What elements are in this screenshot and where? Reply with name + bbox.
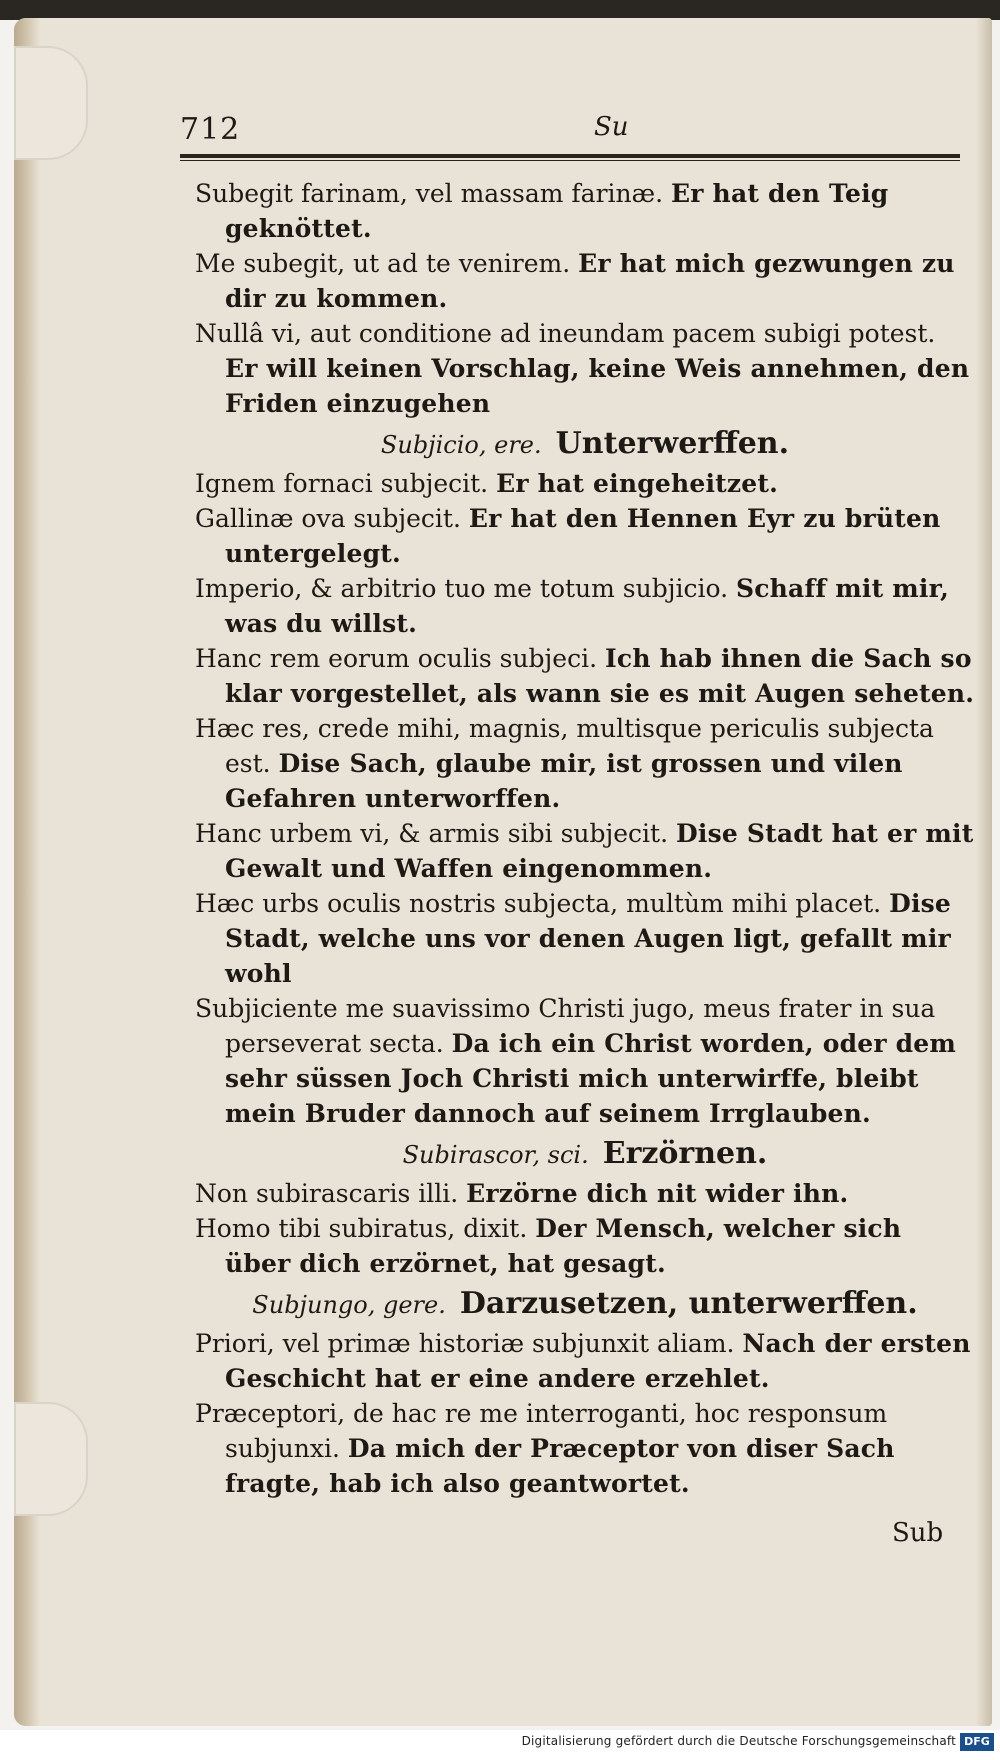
german-translation: Ich hab ihnen die Sach so klar vorgestellet, als wann sie es mit Augen seheten.	[225, 644, 975, 708]
headword-gloss: Erzörnen.	[602, 1136, 768, 1171]
dictionary-entry	[195, 466, 975, 501]
dictionary-entry	[195, 816, 975, 886]
dictionary-entry	[195, 176, 975, 246]
dictionary-entry	[195, 711, 975, 816]
dictionary-entry	[195, 1396, 975, 1501]
page-edge-shadow	[976, 18, 992, 1726]
header-rule	[180, 154, 960, 158]
latin-phrase: Imperio, & arbitrio tuo me totum subjicio.	[195, 574, 729, 603]
german-translation: Er hat den Teig geknöttet.	[225, 179, 889, 243]
digitization-footer	[0, 1730, 1000, 1760]
latin-phrase: Priori, vel primæ historiæ subjunxit aliam.	[195, 1329, 735, 1358]
german-translation: Dise Stadt hat er mit Gewalt und Waffen eingenommen.	[225, 819, 974, 883]
latin-phrase: Nullâ vi, aut conditione ad ineundam pacem subigi potest.	[195, 319, 936, 348]
latin-phrase: Ignem fornaci subjecit.	[195, 469, 489, 498]
latin-phrase: Subegit farinam, vel massam farinæ.	[195, 179, 664, 208]
latin-phrase: Homo tibi subiratus, dixit.	[195, 1214, 528, 1243]
headword-gloss: Unterwerffen.	[555, 426, 790, 461]
running-head: Su	[594, 112, 629, 142]
headword	[195, 1133, 975, 1176]
headword-lemma: Subjicio, ere.	[380, 431, 542, 459]
headword-lemma: Subirascor, sci.	[402, 1141, 589, 1169]
latin-phrase: Hanc urbem vi, & armis sibi subjecit.	[195, 819, 669, 848]
headword-gloss: Darzusetzen, unterwerffen.	[459, 1286, 918, 1321]
footer-credit: Digitalisierung gefördert durch die Deutsche Forschungsgemeinschaft	[521, 1734, 956, 1748]
latin-phrase: Hanc rem eorum oculis subjeci.	[195, 644, 598, 673]
german-translation: Er hat den Hennen Eyr zu brüten untergelegt.	[225, 504, 941, 568]
header-rule-thin	[180, 160, 960, 161]
dictionary-entry	[195, 316, 975, 421]
binding-clasp-bottom	[14, 1402, 88, 1516]
german-translation: Dise Sach, glaube mir, ist grossen und vilen Gefahren unterworffen.	[225, 749, 903, 813]
dictionary-entry	[195, 1176, 975, 1211]
german-translation: Erzörne dich nit wider ihn.	[466, 1179, 849, 1208]
scan-top-border	[0, 0, 1000, 20]
page-header	[180, 108, 960, 152]
dictionary-text	[195, 176, 975, 1501]
latin-phrase: Hæc urbs oculis nostris subjecta, multùm mihi placet.	[195, 889, 882, 918]
german-translation: Er will keinen Vorschlag, keine Weis annehmen, den Friden einzugehen	[225, 354, 970, 418]
dictionary-entry	[195, 246, 975, 316]
headword	[195, 1283, 975, 1326]
dictionary-entry	[195, 1326, 975, 1396]
german-translation: Der Mensch, welcher sich über dich erzörnet, hat gesagt.	[225, 1214, 902, 1278]
catchword: Sub	[892, 1518, 944, 1548]
latin-phrase: Non subirascaris illi.	[195, 1179, 459, 1208]
german-translation: Dise Stadt, welche uns vor denen Augen ligt, gefallt mir wohl	[225, 889, 952, 988]
dictionary-entry	[195, 641, 975, 711]
headword	[195, 423, 975, 466]
dictionary-entry	[195, 1211, 975, 1281]
german-translation: Da mich der Præceptor von diser Sach fragte, hab ich also geantwortet.	[225, 1434, 895, 1498]
dfg-logo: DFG	[960, 1733, 994, 1751]
german-translation: Er hat eingeheitzet.	[496, 469, 779, 498]
german-translation: Schaff mit mir, was du willst.	[225, 574, 950, 638]
german-translation: Er hat mich gezwungen zu dir zu kommen.	[225, 249, 955, 313]
latin-phrase: Præceptori, de hac re me interroganti, hoc responsum subjunxi.	[195, 1399, 888, 1463]
latin-phrase: Hæc res, crede mihi, magnis, multisque periculis subjecta est.	[195, 714, 934, 778]
headword-lemma: Subjungo, gere.	[252, 1291, 446, 1319]
binding-clasp-top	[14, 46, 88, 160]
latin-phrase: Subjiciente me suavissimo Christi jugo, meus frater in sua perseverat secta.	[195, 994, 936, 1058]
german-translation: Nach der ersten Geschicht hat er eine andere erzehlet.	[225, 1329, 971, 1393]
dictionary-entry	[195, 991, 975, 1131]
german-translation: Da ich ein Christ worden, oder dem sehr süssen Joch Christi mich unterwirffe, bleibt mein Bruder dannoch auf seinem Irrglauben.	[225, 1029, 957, 1128]
dictionary-entry	[195, 501, 975, 571]
page-number: 712	[180, 112, 241, 147]
latin-phrase: Me subegit, ut ad te venirem.	[195, 249, 571, 278]
dictionary-entry	[195, 571, 975, 641]
latin-phrase: Gallinæ ova subjecit.	[195, 504, 461, 533]
dictionary-entry	[195, 886, 975, 991]
